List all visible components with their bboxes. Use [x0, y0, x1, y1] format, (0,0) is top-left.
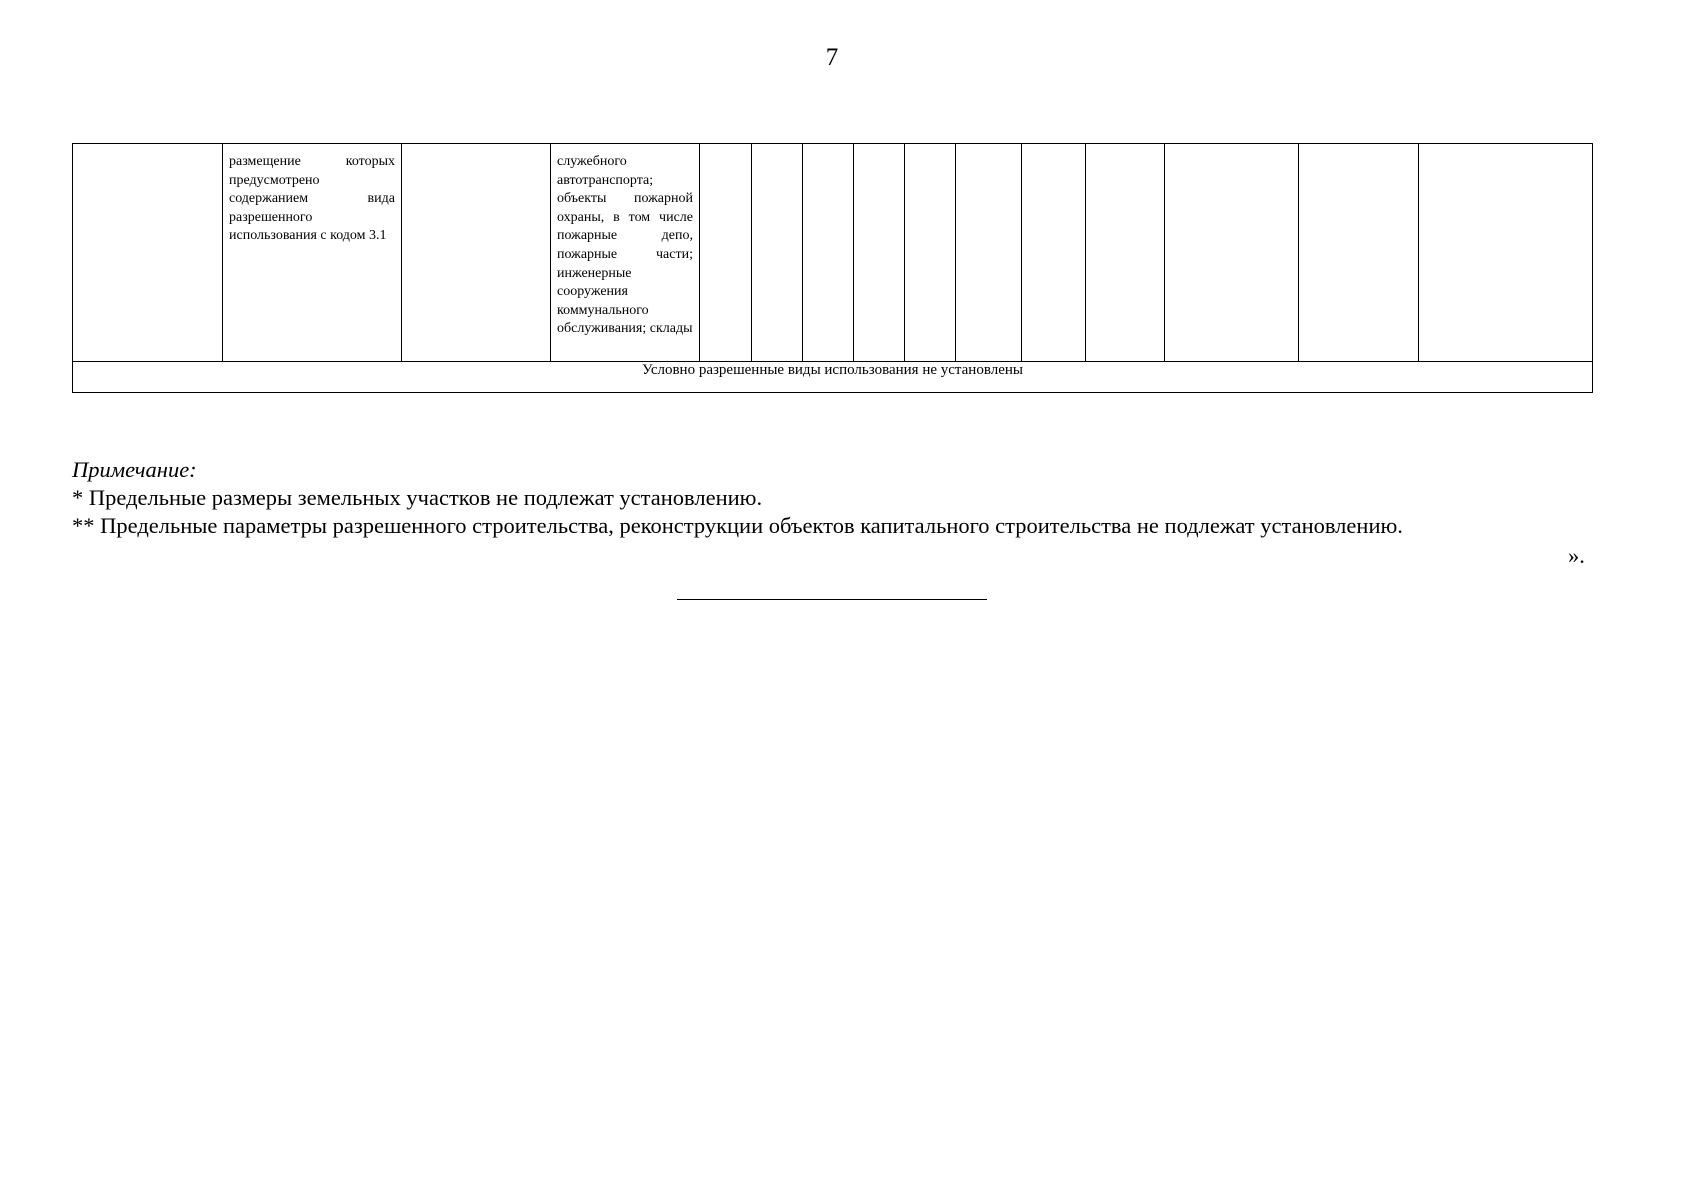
table-cell-description	[223, 144, 402, 362]
table-cell-empty	[905, 144, 956, 362]
description-text: размещение которых предусмотрено содержанием вида разрешенного использования с кодом 3.1	[229, 154, 395, 244]
table-cell-empty	[1022, 144, 1086, 362]
table-cell-empty	[73, 144, 223, 362]
table-row	[73, 144, 1593, 362]
table-cell-objects	[551, 144, 700, 362]
note-1: * Предельные размеры земельных участков не подлежат установлению.	[72, 485, 763, 510]
table-cell-empty	[752, 144, 803, 362]
table-cell-empty	[1419, 144, 1593, 362]
table-cell-empty	[402, 144, 551, 362]
land-use-table	[72, 143, 1593, 393]
page-number: 7	[825, 44, 839, 71]
table-cell-empty	[956, 144, 1022, 362]
notes-block	[72, 456, 1592, 540]
table-row-conditional	[73, 362, 1593, 393]
closing-quote: ».	[1568, 543, 1585, 568]
table-cell-empty	[803, 144, 854, 362]
table-cell-empty	[854, 144, 905, 362]
table-cell-empty	[1086, 144, 1165, 362]
conditional-uses-cell: Условно разрешенные виды использования не установлены	[73, 362, 1593, 393]
note-2: ** Предельные параметры разрешенного строительства, реконструкции объектов капитального строительства не подлежат установлению.	[72, 513, 1403, 538]
separator-line	[677, 599, 987, 600]
notes-heading: Примечание:	[72, 457, 197, 482]
table-cell-empty	[1299, 144, 1419, 362]
objects-text: служебного автотранспорта; объекты пожарной охраны, в том числе пожарные депо, пожарные части; инженерные сооружения коммунального обслуживания; склады	[557, 154, 693, 337]
table-cell-empty	[1165, 144, 1299, 362]
table-cell-empty	[700, 144, 752, 362]
